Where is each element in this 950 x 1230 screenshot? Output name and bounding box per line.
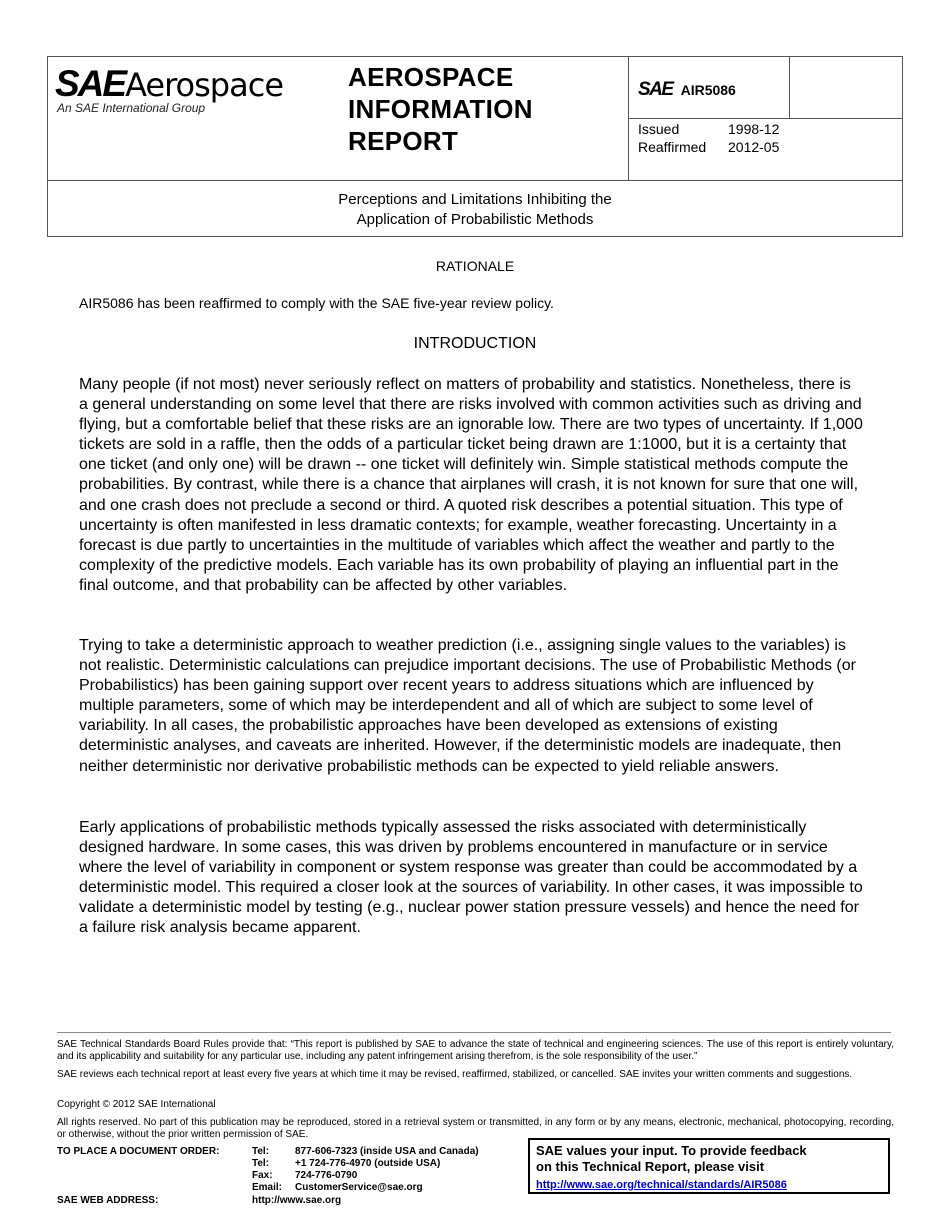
- phone-international: +1 724-776-4970 (outside USA): [295, 1158, 441, 1169]
- rationale-text: AIR5086 has been reaffirmed to comply with the SAE five-year review policy.: [79, 295, 554, 311]
- copyright-text: Copyright © 2012 SAE International: [57, 1099, 216, 1110]
- intro-paragraph: Many people (if not most) never seriously reflect on matters of probability and statistics. Nonetheless, there is a general understanding on some level that there are risks involved with common activities such as driving and flying, but a comfortable belief that these risks are an ignorable low. There are two types of uncertainty. If 1,000 tickets are sold in a raffle, then the odds of a particular ticket being drawn are 1:1000, but it is a certainty that one ticket (and only one) will be drawn -- one ticket will definitely win. Simple statistical methods compute the probabilities. By contrast, while there is a chance that airplanes will crash, it is not known for sure that one will, and one crash does not preclude a second or third. A quoted risk describes a potential situation. This type of uncertainty is often manifested in less dramatic contexts; for example, weather forecasting. Uncertainty in a forecast is due partly to uncertainties in the multitude of variables which affect the weather and partly to the complexity of the predictive models. Each variable has its own probability of playing an influential part in the final outcome, and that probability can be affected by other variables.: [79, 376, 863, 594]
- footer-divider: [57, 1032, 891, 1033]
- rights-text: All rights reserved. No part of this publication may be reproduced, stored in a retrieval system or transmitted, in any form or by any means, electronic, mechanical, photocopying, recording, or otherwise, without the prior written permission of SAE.: [57, 1117, 894, 1140]
- web-address: http://www.sae.org: [252, 1195, 342, 1206]
- order-label: TO PLACE A DOCUMENT ORDER:: [57, 1146, 220, 1157]
- email-address: CustomerService@sae.org: [295, 1182, 423, 1193]
- issued-label: Issued: [638, 121, 680, 137]
- header-divider: [789, 57, 790, 118]
- document-number: SAE AIR5086: [638, 79, 736, 100]
- header-divider: [48, 180, 902, 181]
- fax-number: 724-776-0790: [295, 1170, 358, 1181]
- reaffirmed-date: 2012-05: [728, 139, 780, 155]
- sae-aerospace-logo: SAEAerospace An SAE International Group: [55, 63, 283, 115]
- rationale-heading: RATIONALE: [435, 258, 515, 274]
- feedback-box: SAE values your input. To provide feedback on this Technical Report, please visit http://www.sae.org/technical/standards/AIR5086: [528, 1138, 890, 1194]
- logo-tagline: An SAE International Group: [57, 101, 206, 115]
- document-type: AEROSPACE INFORMATION REPORT: [348, 62, 533, 156]
- document-title: Perceptions and Limitations Inhibiting the Application of Probabilistic Methods: [338, 191, 612, 228]
- header-divider: [628, 118, 902, 119]
- intro-paragraph: Trying to take a deterministic approach to weather prediction (i.e., assigning single values to the variables) is not realistic. Deterministic calculations can prejudice important decisions. The use of Probabilistic Methods (or Probabilistics) has been gaining support over recent years to address situations which are influenced by multiple parameters, some of which may be interdependent and all of which are subject to some level of variability. In all cases, the probabilistic approaches have been developed as extensions of existing deterministic analyses, and caveats are inherited. However, if the deterministic models are inadequate, then neither deterministic nor derivative probabilistic methods can be expected to yield reliable answers.: [79, 637, 856, 775]
- sae-mark-icon: SAE: [638, 79, 673, 100]
- feedback-link[interactable]: http://www.sae.org/technical/standards/AIR5086: [536, 1179, 787, 1191]
- introduction-heading: INTRODUCTION: [413, 335, 537, 352]
- review-policy-text: SAE reviews each technical report at least every five years at which time it may be revised, reaffirmed, stabilized, or cancelled. SAE invites your written comments and suggestions.: [57, 1069, 853, 1080]
- intro-paragraph: Early applications of probabilistic methods typically assessed the risks associated with deterministically designed hardware. In some cases, this was driven by problems encountered in manufacture or in service where the level of variability in component or system response was greater than could be accommodated by a deterministic model. This required a closer look at the sources of variability. In other cases, it was impossible to validate a deterministic model by testing (e.g., nuclear power station pressure vessels) and hence the need for a failure risk analysis became apparent.: [79, 819, 863, 937]
- reaffirmed-label: Reaffirmed: [638, 139, 707, 155]
- issued-date: 1998-12: [728, 121, 780, 137]
- web-address-label: SAE WEB ADDRESS:: [57, 1195, 159, 1206]
- document-dates: [638, 120, 779, 156]
- phone-domestic: 877-606-7323 (inside USA and Canada): [295, 1146, 479, 1157]
- document-header: [47, 56, 903, 237]
- board-rules-text: SAE Technical Standards Board Rules provide that: “This report is published by SAE to advance the state of technical and engineering sciences. The use of this report is entirely voluntary, and its applicability and suitability for any particular use, including any patent infringement arising therefrom, is the sole responsibility of the user.”: [57, 1039, 894, 1062]
